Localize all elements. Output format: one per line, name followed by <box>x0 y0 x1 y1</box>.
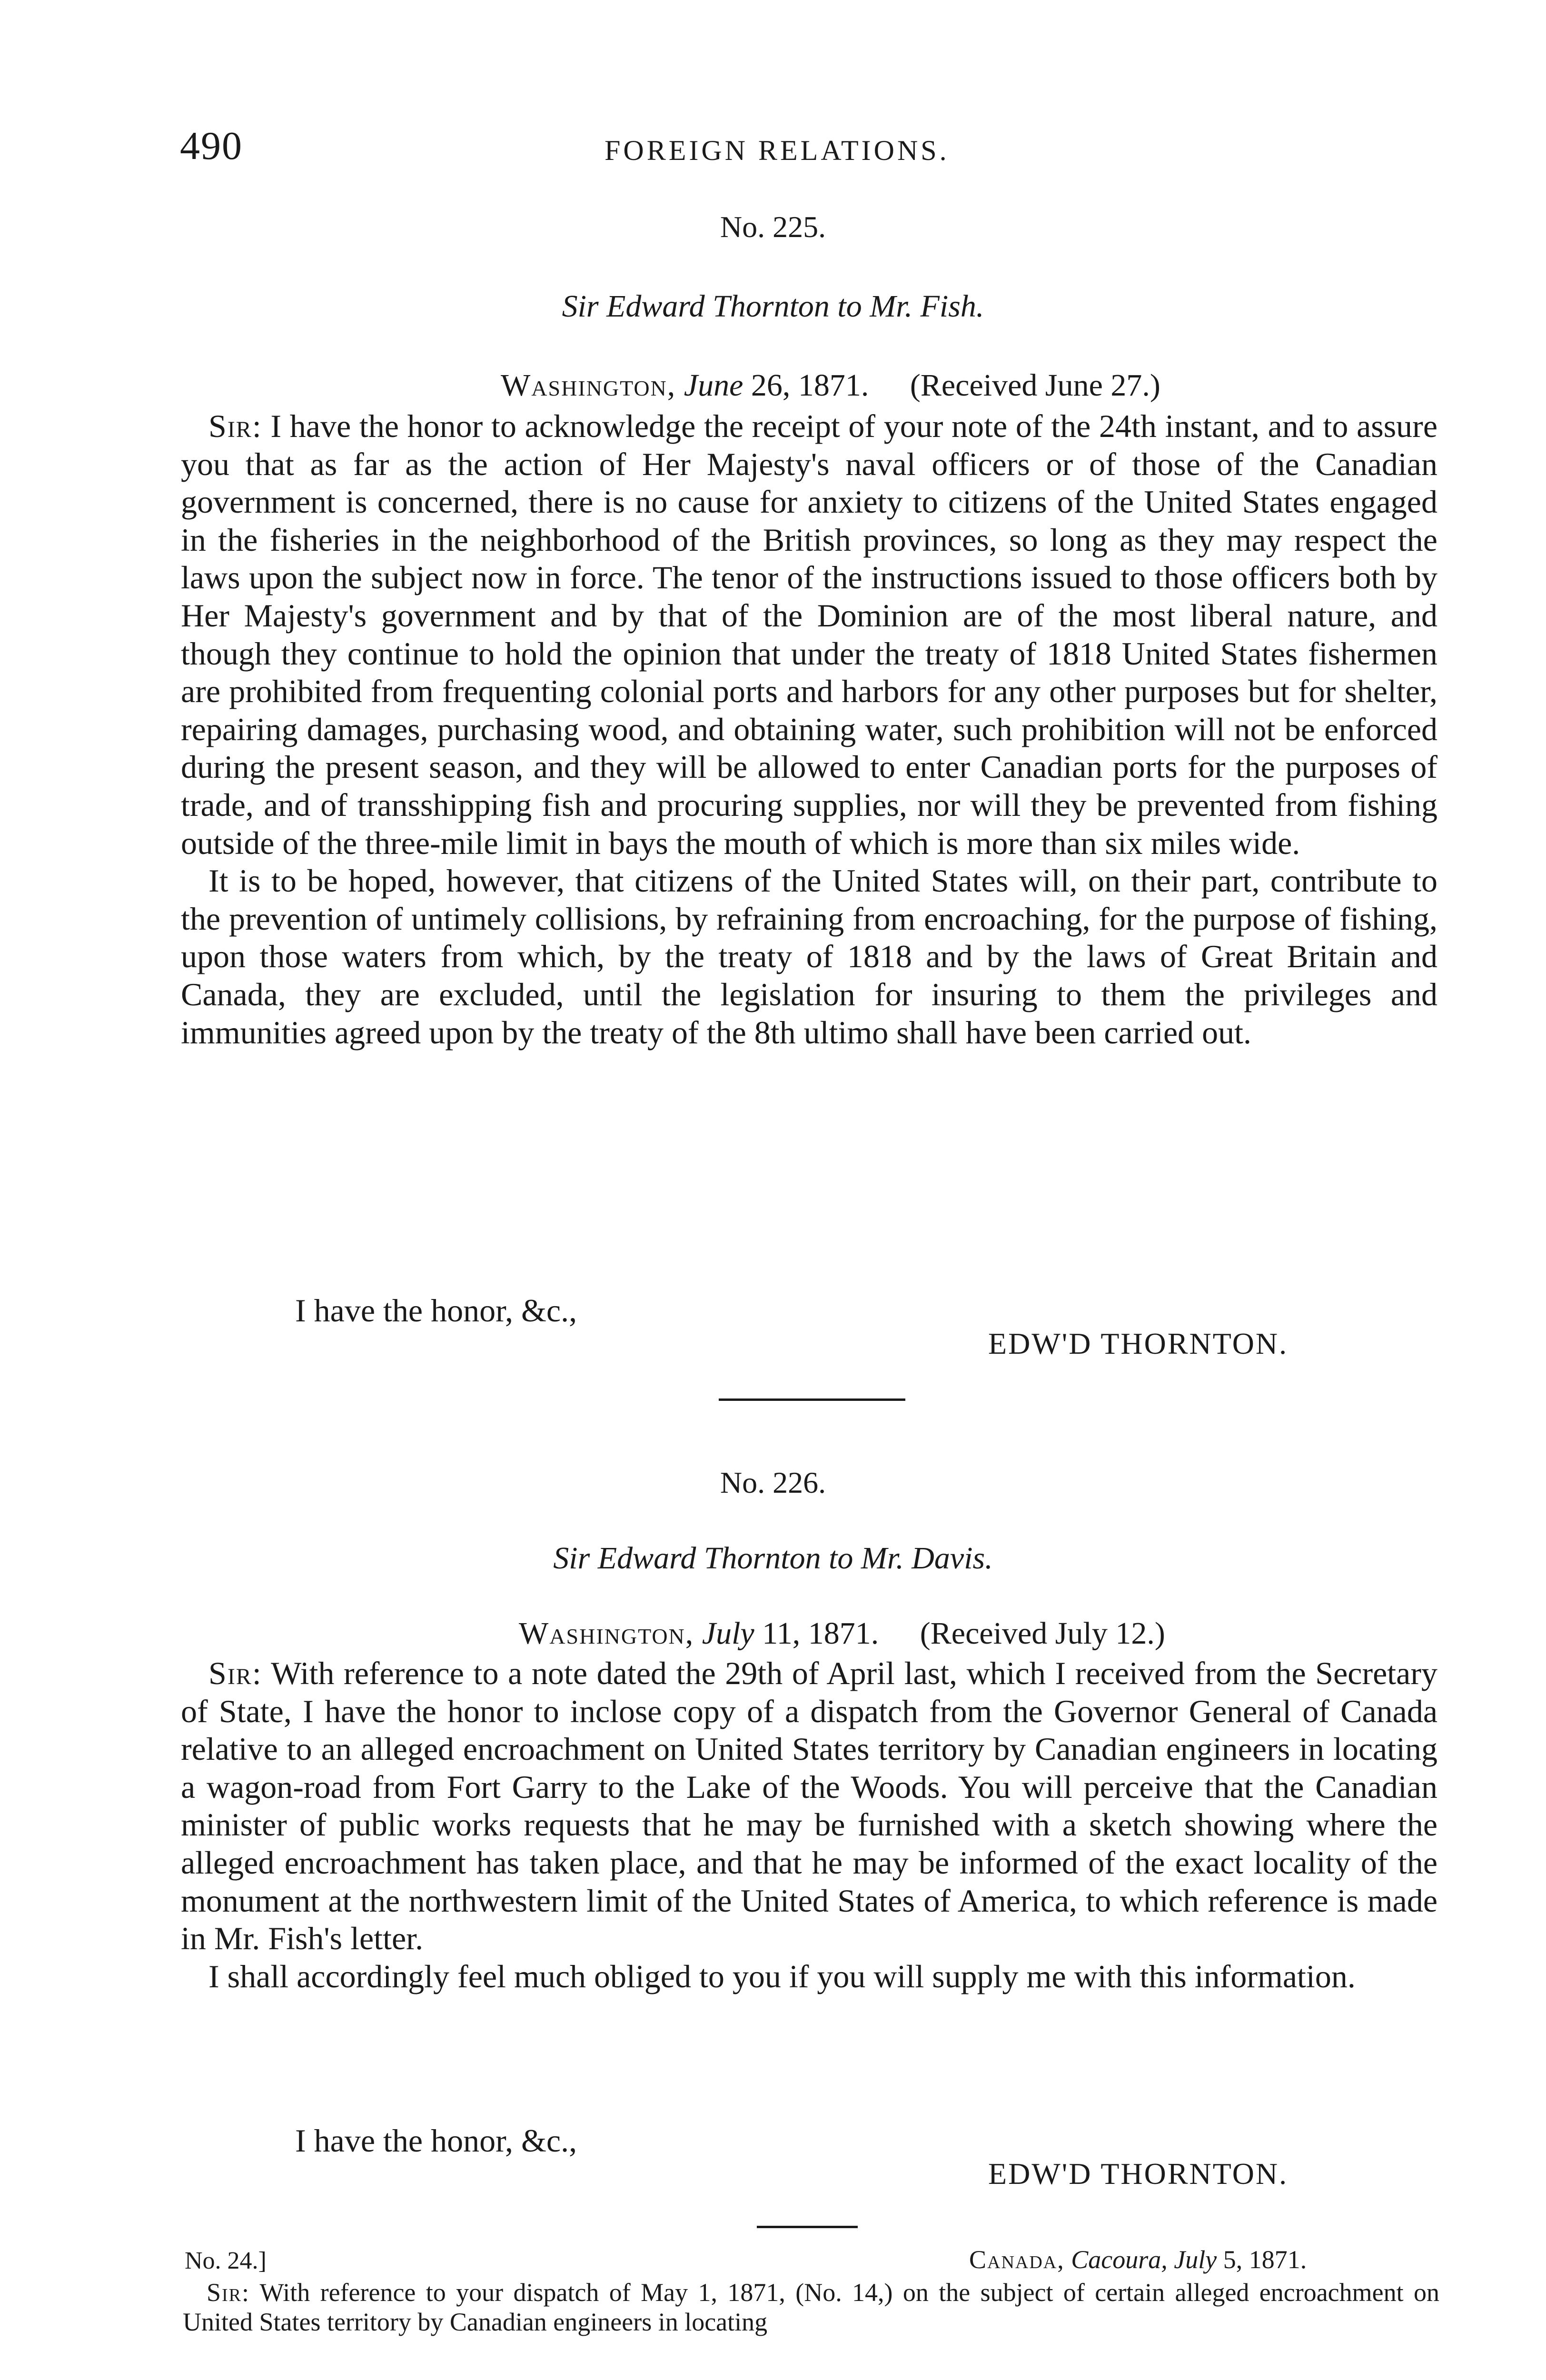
doc1-closing: I have the honor, &c., <box>295 1292 577 1329</box>
enclosure-text: With reference to your dispatch of May 1, 1871, (No. 14,) on the subject of certain alleged encroachment on United States territory by Canadian engineers in locating <box>183 2278 1439 2336</box>
enclosure-paragraph <box>183 2278 1439 2337</box>
doc2-paragraph-1-text: With reference to a note dated the 29th of April last, which I received from the Secretary of State, I have the honor to inclose copy of a dispatch from the Governor General of Canada relative to an alleged encroachment on United States territory by Canadian engineers in locating a wagon-road from Fort Garry to the Lake of the Woods. You will perceive that the Canadian minister of public works requests that he may be furnished with a sketch showing where the alleged encroachment has taken place, and that he may be informed of the exact locality of the monument at the northwestern limit of the United States of America, to which reference is made in Mr. Fish's letter. <box>181 1655 1438 1957</box>
doc1-date-place: Washington, <box>501 368 676 403</box>
doc2-signature: EDW'D THORNTON. <box>988 2157 1288 2191</box>
doc2-salutation: Sir: <box>208 1655 262 1691</box>
enclosure-salutation: Sir: <box>207 2278 250 2307</box>
enclosure-place: Canada, <box>969 2245 1065 2274</box>
enclosure-body <box>183 2278 1439 2337</box>
enclosure-date-rest: 5, 1871. <box>1223 2245 1307 2274</box>
enclosure-dateline <box>969 2245 1307 2274</box>
doc1-paragraph-1-text: I have the honor to acknowledge the receipt of your note of the 24th instant, and to assure you that as far as the action of Her Majesty's naval officers or of those of the Canadian government is concerned, there is no cause for anxiety to citizens of the United States engaged in the fisheries in the neighborhood of the British provinces, so long as they may respect the laws upon the subject now in force. The tenor of the instructions issued to those officers both by Her Majesty's government and by that of the Dominion are of the most liberal nature, and though they continue to hold the opinion that under the treaty of 1818 United States fishermen are prohibited from frequenting colonial ports and harbors for any other purposes but for shelter, repairing damages, purchasing wood, and obtaining water, such prohibition will not be enforced during the present season, and they will be allowed to enter Canadian ports for the purposes of trade, and of transshipping fish and procuring supplies, nor will they be prevented from fishing outside of the three-mile limit in bays the mouth of which is more than six miles wide. <box>181 408 1438 861</box>
doc1-paragraph-1 <box>181 407 1437 862</box>
running-title: FOREIGN RELATIONS. <box>605 135 950 166</box>
doc2-number: No. 226. <box>720 1466 826 1499</box>
doc1-dateline <box>501 367 1160 404</box>
doc1-body <box>181 407 1437 1051</box>
doc2-date-month: July <box>702 1616 754 1651</box>
doc2-closing: I have the honor, &c., <box>295 2122 577 2159</box>
enclosure-month: July <box>1174 2245 1217 2274</box>
section-divider <box>719 1398 905 1401</box>
doc1-received: (Received June 27.) <box>910 368 1160 403</box>
doc1-date-rest: 26, 1871. <box>751 368 869 403</box>
doc2-date-rest: 11, 1871. <box>762 1616 879 1651</box>
doc2-correspondents: Sir Edward Thornton to Mr. Davis. <box>553 1541 993 1576</box>
page-number: 490 <box>180 124 243 168</box>
doc1-signature: EDW'D THORNTON. <box>988 1327 1288 1360</box>
doc2-dateline <box>519 1616 1165 1652</box>
doc2-paragraph-2: I shall accordingly feel much obliged to you if you will supply me with this information. <box>208 1958 1356 1994</box>
doc1-number: No. 225. <box>720 210 826 244</box>
enclosure-number: No. 24.] <box>185 2247 267 2274</box>
doc1-correspondents: Sir Edward Thornton to Mr. Fish. <box>562 289 984 324</box>
doc2-paragraph-1 <box>181 1655 1437 1958</box>
doc1-salutation: Sir: <box>208 408 262 444</box>
enclosure-divider <box>757 2226 858 2228</box>
doc2-date-place: Washington, <box>519 1616 694 1651</box>
doc2-body <box>181 1655 1437 1995</box>
doc1-date-month: June <box>684 368 743 403</box>
enclosure-location: Cacoura, <box>1071 2245 1168 2274</box>
doc1-paragraph-2: It is to be hoped, however, that citizens of the United States will, on their part, contribute to the prevention of untimely collisions, by refraining from encroaching, for the purpose of fishing, upon those waters from which, by the treaty of 1818 and by the laws of Great Britain and Canada, they are excluded, until the legislation for insuring to them the privileges and immunities agreed upon by the treaty of the 8th ultimo shall have been carried out. <box>181 863 1437 1051</box>
doc2-received: (Received July 12.) <box>920 1616 1165 1651</box>
